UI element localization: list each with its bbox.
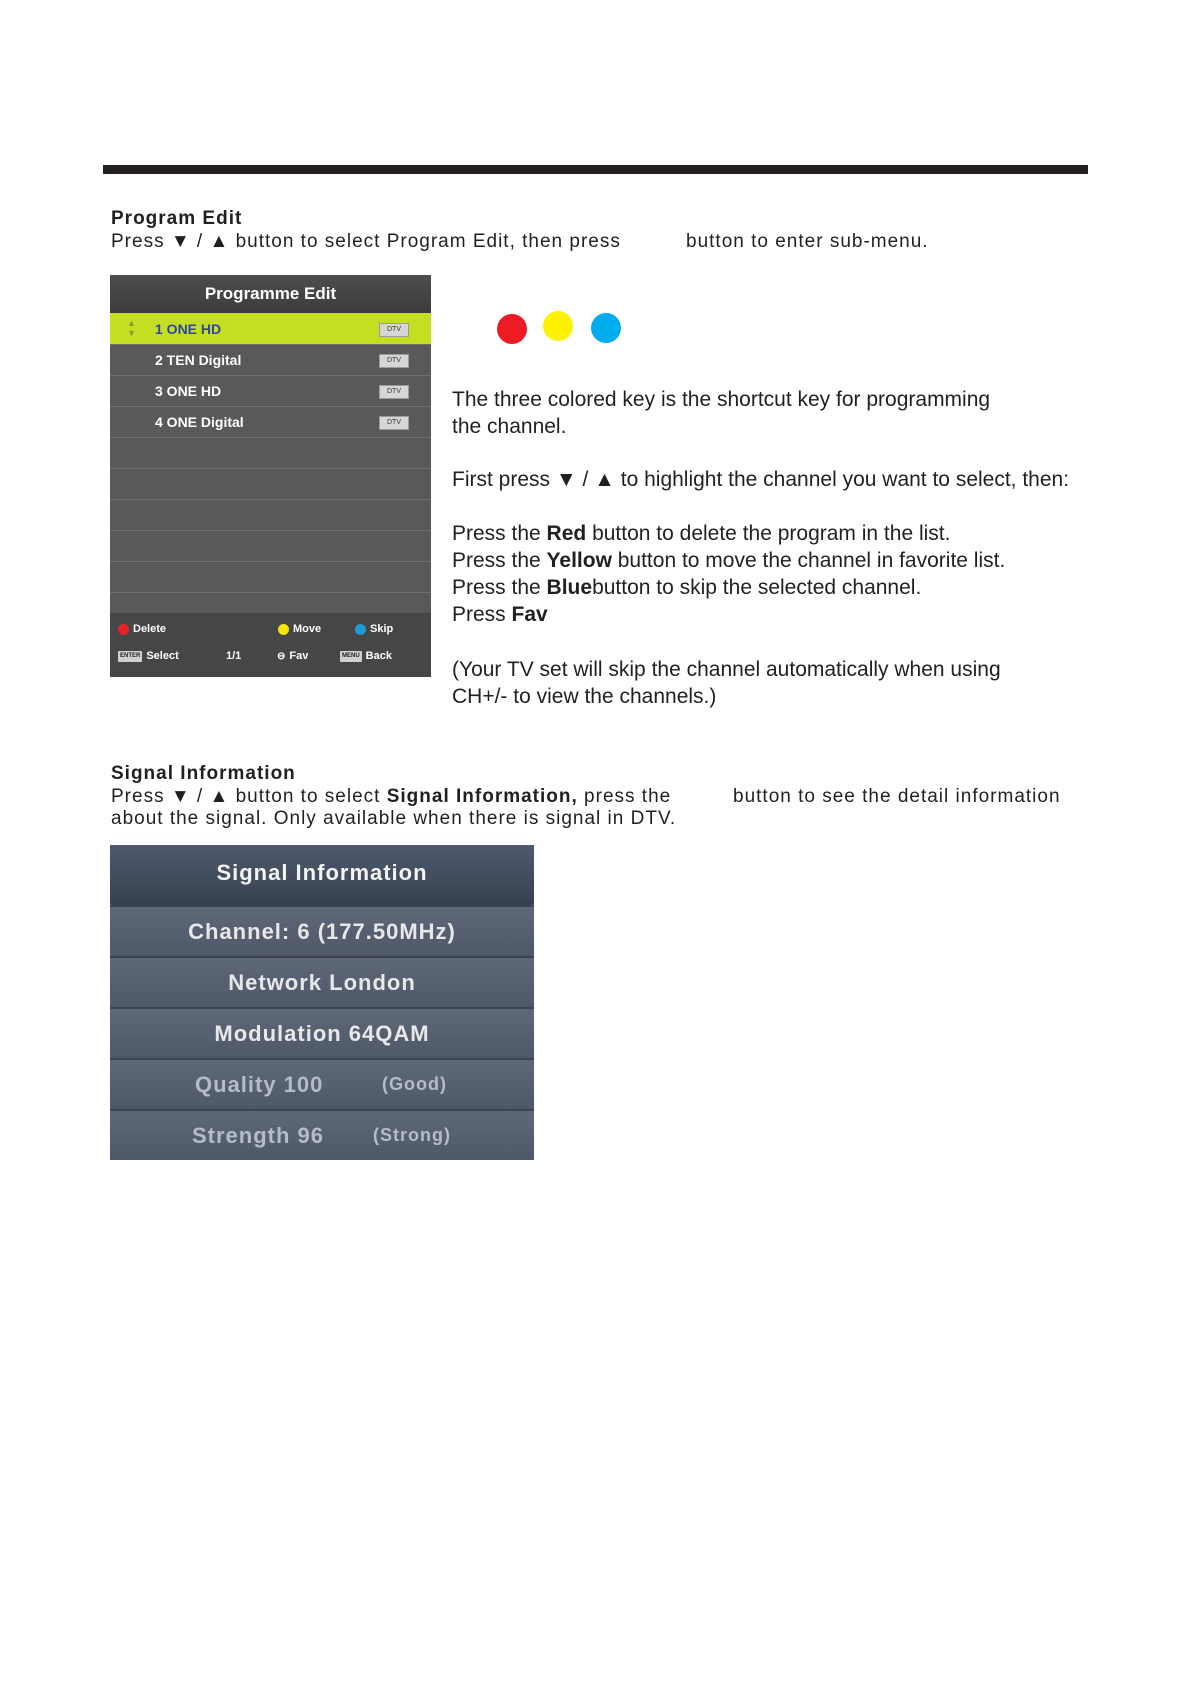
colored-key-text-a: The three colored key is the shortcut key for programming <box>452 388 991 411</box>
channel-label: 4 ONE Digital <box>155 414 244 430</box>
empty-row <box>110 468 431 499</box>
red-dot-icon <box>118 624 129 635</box>
first-press-text: First press ▼ / ▲ to highlight the channel you want to select, then: <box>452 468 1070 491</box>
program-edit-instruction-b: button to enter sub-menu. <box>686 231 929 252</box>
red-instruction: Press the Red button to delete the program in the list. <box>452 522 951 545</box>
program-edit-instruction-a: Press ▼ / ▲ button to select Program Edit, then press <box>111 231 621 252</box>
strength-value: Strength 96 <box>192 1123 325 1148</box>
channel-row <box>110 905 534 956</box>
menu-footer <box>110 613 431 677</box>
back-label: Back <box>365 650 392 662</box>
quality-row <box>110 1058 534 1109</box>
menu-key-icon: MENU <box>340 651 362 662</box>
yellow-key-label: Yellow <box>546 549 612 572</box>
header-rule <box>103 165 1088 174</box>
blue-dot-icon <box>355 624 366 635</box>
programme-edit-menu <box>110 275 431 677</box>
red-key-icon <box>497 314 527 344</box>
channel-label: 1 ONE HD <box>155 321 222 337</box>
move-hint[interactable] <box>278 623 321 635</box>
fav-icon: ⊖ <box>277 650 286 662</box>
back-hint[interactable] <box>340 650 392 662</box>
yellow-dot-icon <box>278 624 289 635</box>
empty-row <box>110 499 431 530</box>
channel-row[interactable] <box>110 406 431 437</box>
dtv-badge: DTV <box>379 416 409 430</box>
select-hint[interactable] <box>118 650 179 662</box>
note-text-a: (Your TV set will skip the channel automatically when using <box>452 658 1001 681</box>
dtv-badge: DTV <box>379 385 409 399</box>
signal-instruction-tail: button to see the detail information <box>733 786 1061 807</box>
channel-row[interactable] <box>110 344 431 375</box>
red-key-label: Red <box>546 522 587 545</box>
blue-key-icon <box>591 313 621 343</box>
modulation-row <box>110 1007 534 1058</box>
strength-row <box>110 1109 534 1160</box>
channel-label: 3 ONE HD <box>155 383 222 399</box>
skip-label: Skip <box>370 623 394 635</box>
strength-note: (Strong) <box>373 1125 451 1145</box>
fav-instruction: Press Fav <box>452 603 548 626</box>
select-label: Select <box>146 650 179 662</box>
signal-instruction-b: about the signal. Only available when there is signal in DTV. <box>111 808 677 829</box>
network-value: Network London <box>228 970 416 995</box>
channel-label: 2 TEN Digital <box>155 352 242 368</box>
program-edit-heading: Program Edit <box>111 208 243 229</box>
blue-instruction: Press the Bluebutton to skip the selected channel. <box>452 576 922 599</box>
up-down-arrows-icon: ▲ ▼ <box>127 318 136 338</box>
blue-key-label: Blue <box>546 576 593 599</box>
delete-label: Delete <box>133 623 167 635</box>
signal-information-bold: Signal Information, <box>386 786 578 807</box>
fav-hint[interactable] <box>277 650 308 662</box>
colored-key-text-b: the channel. <box>452 415 567 438</box>
empty-row <box>110 437 431 468</box>
menu-title: Programme Edit <box>110 275 431 313</box>
note-text-b: CH+/- to view the channels.) <box>452 685 717 708</box>
skip-hint[interactable] <box>355 623 393 635</box>
move-label: Move <box>293 623 322 635</box>
dtv-badge: DTV <box>379 323 409 337</box>
channel-value: Channel: 6 (177.50MHz) <box>188 919 456 944</box>
quality-note: (Good) <box>382 1074 447 1094</box>
delete-hint[interactable] <box>118 623 166 635</box>
network-row <box>110 956 534 1007</box>
signal-information-panel <box>110 845 534 1160</box>
yellow-key-icon <box>543 311 573 341</box>
fav-key-label: Fav <box>511 603 548 626</box>
yellow-instruction: Press the Yellow button to move the channel in favorite list. <box>452 549 1006 572</box>
dtv-badge: DTV <box>379 354 409 368</box>
enter-key-icon: ENTER <box>118 651 142 662</box>
modulation-value: Modulation 64QAM <box>214 1021 430 1046</box>
signal-panel-title: Signal Information <box>110 845 534 905</box>
empty-row <box>110 561 431 592</box>
signal-information-heading: Signal Information <box>111 763 296 784</box>
fav-label: Fav <box>289 650 309 662</box>
page-indicator: 1/1 <box>226 650 242 662</box>
empty-row <box>110 530 431 561</box>
quality-value: Quality 100 <box>195 1072 324 1097</box>
channel-row[interactable] <box>110 375 431 406</box>
signal-instruction-a: Press ▼ / ▲ button to select Signal Information, press the <box>111 786 672 807</box>
channel-row[interactable] <box>110 313 431 344</box>
